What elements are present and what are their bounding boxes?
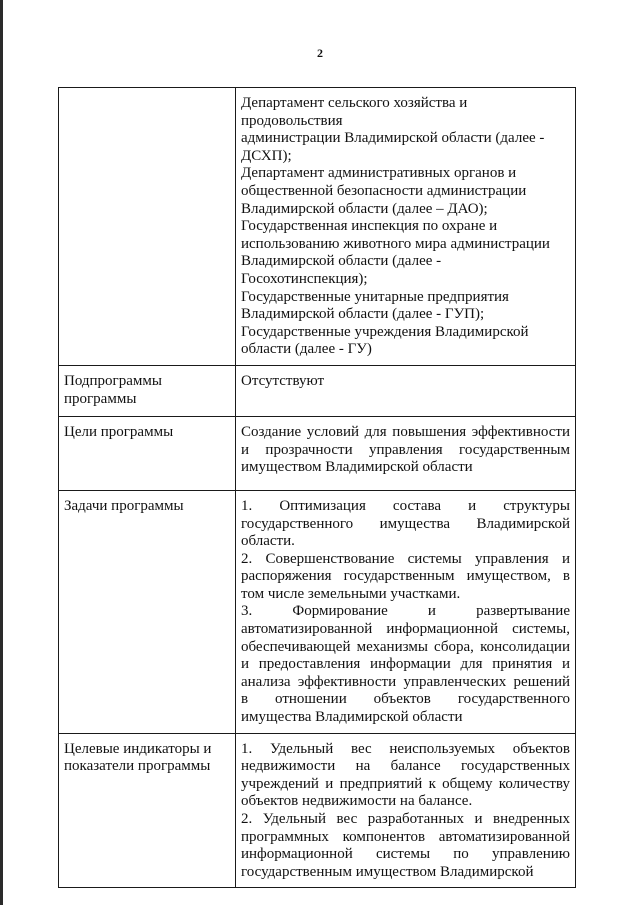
row-label-subprograms: Подпрограммы программы <box>59 365 236 416</box>
row-label-empty <box>59 88 236 366</box>
executor-line: области (далее - ГУ) <box>241 341 372 358</box>
table-row-goals <box>59 416 576 490</box>
table-row-indicators <box>59 733 576 888</box>
task-item: 1. Оптимизация состава и структуры государственного имущества Владимирской области. <box>241 497 570 550</box>
executors-list <box>236 88 576 366</box>
executor-line: Государственные унитарные предприятия <box>241 288 509 305</box>
executor-line: Государственная инспекция по охране и <box>241 218 498 235</box>
task-item: 2. Совершенствование системы управления и распоряжения государственным имуществом, в том числе земельными участками. <box>241 550 570 602</box>
table-row-subprograms <box>59 365 576 416</box>
page-number: 2 <box>317 46 323 60</box>
executor-line: общественной безопасности администрации <box>241 182 527 199</box>
executor-line: использованию животного мира администрации <box>241 235 550 252</box>
subprograms-value: Отсутствуют <box>236 365 576 416</box>
tasks-list <box>236 490 576 733</box>
executor-line: ДСХП); <box>241 147 292 164</box>
executor-line: Департамент сельского хозяйства и продовольствия <box>241 95 468 129</box>
table-row-tasks <box>59 490 576 733</box>
row-label-tasks: Задачи программы <box>59 490 236 733</box>
page-edge <box>0 0 3 905</box>
indicator-item: 2. Удельный вес разработанных и внедренных программных компонентов автоматизированной информационной системы по управлению государственным имуществом Владимирской <box>241 811 570 880</box>
executor-line: Департамент административных органов и <box>241 165 517 182</box>
executor-line: Государственные учреждения Владимирской <box>241 323 529 340</box>
row-label-indicators: Целевые индикаторы и показатели программы <box>59 733 236 888</box>
program-passport-table <box>58 87 576 888</box>
table-row-executors <box>59 88 576 366</box>
goals-value: Создание условий для повышения эффективности и прозрачности управления государственным имуществом Владимирской области <box>236 416 576 490</box>
executor-line: администрации Владимирской области (далее - <box>241 130 545 147</box>
executor-line: Владимирской области (далее – ДАО); <box>241 200 488 217</box>
indicator-item: 1. Удельный вес неиспользуемых объектов недвижимости на балансе государственных учреждений и предприятий к общему количеству объектов недвижимости на балансе. <box>241 740 570 810</box>
executor-line: Владимирской области (далее - ГУП); <box>241 306 485 323</box>
indicators-list <box>236 733 576 888</box>
task-item: 3. Формирование и развертывание автоматизированной информационной системы, обеспечивающей механизмы сбора, консолидации и предоставления информации для принятия и анализа эффективности управленческих решений в отношении объектов государственного имущества Владимирской области <box>241 603 570 726</box>
executor-line: Владимирской области (далее - Госохотинспекция); <box>241 253 442 287</box>
row-label-goals: Цели программы <box>59 416 236 490</box>
